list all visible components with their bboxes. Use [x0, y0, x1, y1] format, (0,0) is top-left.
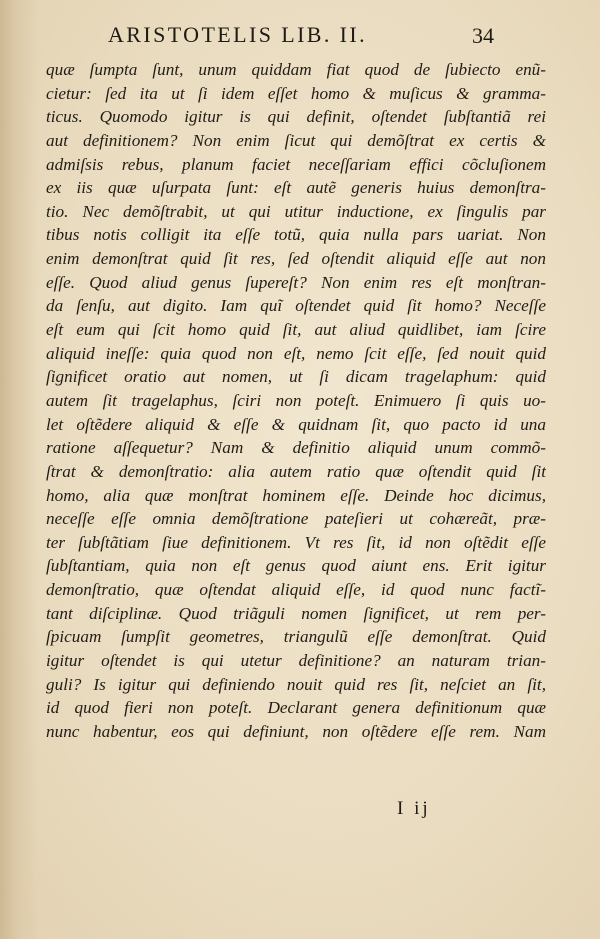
text-line: let oſtẽdere aliquid & eſſe & quidnam ſit, quo pacto id una [46, 414, 546, 434]
page-number: 34 [472, 23, 494, 48]
text-line: ratione aſſequetur? Nam & definitio aliquid unum commõ- [46, 438, 546, 458]
body-text [46, 58, 546, 744]
text-line: ſtrat & demonſtratio: alia autem ratio quæ oſtendit quid ſit [46, 461, 546, 481]
text-line: admiſsis rebus, planum faciet neceſſariam effici cõcluſionem [46, 154, 546, 174]
text-line: ſpicuam ſumpſit geometres, triangulũ eſſe demonſtrat. Quid [46, 627, 546, 647]
text-line: ſubſtantiam, quia non eſt genus quod aiunt ens. Erit igitur [46, 556, 546, 576]
text-line: tant diſciplinæ. Quod triãguli nomen ſignificet, ut rem per- [46, 603, 546, 623]
text-line: tio. Nec demõſtrabit, ut qui utitur inductione, ex ſingulis par [46, 201, 546, 221]
text-line: ex iis quæ uſurpata ſunt: eſt autẽ generis huius demonſtra- [46, 178, 546, 198]
text-line: aut definitionem? Non enim ſicut qui demõſtrat ex certis & [46, 130, 546, 150]
text-line: ſignificet oratio aut nomen, ut ſi dicam tragelaphum: quid [46, 367, 546, 387]
running-title: ARISTOTELIS LIB. II. [108, 22, 368, 47]
text-line: autem ſit tragelaphus, ſciri non poteſt. Enimuero ſi quis uo- [46, 390, 546, 410]
gutter-shadow [0, 0, 38, 939]
text-line: eſſe. Quod aliud genus ſupereſt? Non enim res eſt monſtran- [46, 272, 546, 292]
text-line: cietur: ſed ita ut ſi idem eſſet homo & muſicus & gramma- [46, 83, 546, 103]
text-line: tibus notis colligit ita eſſe totũ, quia nulla pars uariat. Non [46, 225, 546, 245]
text-line: enim demonſtrat quid ſit res, ſed oſtendit aliquid eſſe aut non [46, 249, 546, 269]
signature-mark: I ij [397, 798, 431, 819]
text-line: demonſtratio, quæ oſtendat aliquid eſſe, id quod nunc factĩ- [46, 580, 546, 600]
text-line: nunc habentur, eos qui definiunt, non oſtẽdere eſſe rem. Nam [46, 721, 546, 741]
text-line: igitur oſtendet is qui utetur definitione? an naturam trian- [46, 651, 546, 671]
text-line: homo, alia quæ monſtrat hominem eſſe. Deinde hoc dicimus, [46, 485, 546, 505]
text-line: ticus. Quomodo igitur is qui definit, oſtendet ſubſtantiã rei [46, 107, 546, 127]
text-line: quæ ſumpta ſunt, unum quiddam fiat quod de ſubiecto enũ- [46, 60, 546, 79]
text-line: aliquid ineſſe: quia quod non eſt, nemo ſcit eſſe, ſed nouit quid [46, 343, 546, 363]
text-line: da ſenſu, aut digito. Iam quĩ oſtendet quid ſit homo? Neceſſe [46, 296, 546, 316]
text-line: id quod fieri non poteſt. Declarant genera definitionum quæ [46, 698, 546, 718]
text-line: eſt eum qui ſcit homo quid ſit, aut aliud quidlibet, iam ſcire [46, 320, 546, 340]
text-line: guli? Is igitur qui definiendo nouit quid res ſit, neſciet an ſit, [46, 674, 546, 694]
text-line: neceſſe eſſe omnia demõſtratione pateſieri ut cohæreãt, præ- [46, 509, 546, 529]
text-line: ter ſubſtãtiam ſiue definitionem. Vt res ſit, id non oſtẽdit eſſe [46, 532, 546, 552]
